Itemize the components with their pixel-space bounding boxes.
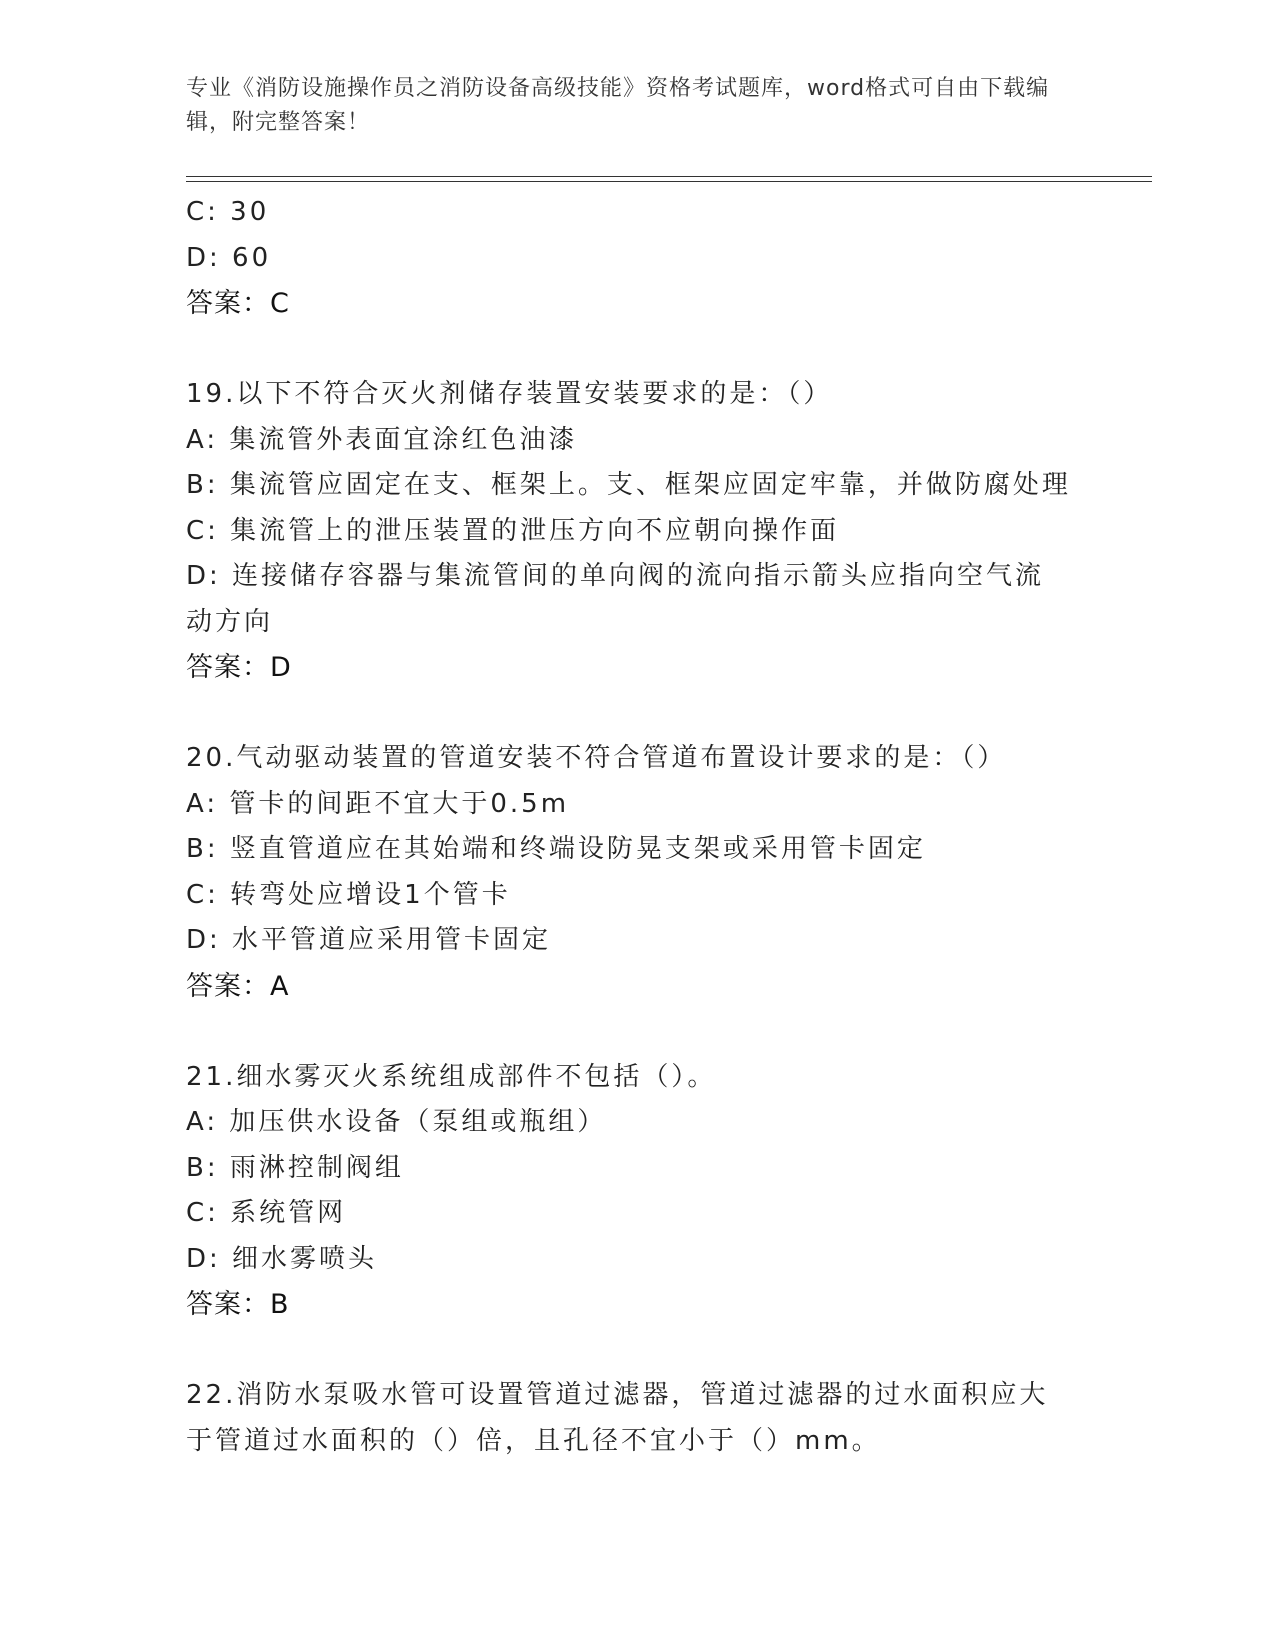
option-c: C: 转弯处应增设1个管卡 (186, 879, 511, 910)
question-21 (186, 1055, 1106, 1328)
question-19 (186, 372, 1106, 691)
option-a: A: 加压供水设备（泵组或瓶组） (186, 1107, 607, 1137)
document-header: 专业《消防设施操作员之消防设备高级技能》资格考试题库，word格式可自由下载编辑，附完整答案！ (186, 76, 1050, 135)
spacer (186, 1328, 1106, 1374)
option-d: D: 水平管道应采用管卡固定 (186, 925, 552, 955)
answer-line: 答案：A (186, 970, 290, 1002)
answer-line: 答案：C (186, 288, 290, 319)
document-body (186, 190, 1106, 1464)
header-divider-bottom (186, 181, 1152, 182)
spacer (186, 1009, 1106, 1055)
question-stem: 22.消防水泵吸水管可设置管道过滤器，管道过滤器的过水面积应大于管道过水面积的（）倍，且孔径不宜小于（）mm。 (186, 1380, 1049, 1456)
option-c: C: 30 (186, 197, 270, 227)
header-divider-top (186, 176, 1152, 177)
answer-line: 答案：B (186, 1289, 290, 1320)
option-c: C: 系统管网 (186, 1198, 347, 1228)
question-stem: 20.气动驱动装置的管道安装不符合管道布置设计要求的是：（） (186, 743, 1007, 773)
question-stem: 19.以下不符合灭火剂储存装置安装要求的是：（） (186, 379, 833, 409)
option-b: B: 集流管应固定在支、框架上。支、框架应固定牢靠，并做防腐处理 (186, 470, 1071, 500)
option-a: A: 管卡的间距不宜大于0.5m (186, 788, 570, 819)
spacer (186, 327, 1106, 373)
question-20 (186, 736, 1106, 1009)
answer-line: 答案：D (186, 652, 292, 683)
spacer (186, 691, 1106, 737)
option-d: D: 细水雾喷头 (186, 1243, 378, 1274)
question-22 (186, 1373, 1106, 1464)
question-18-fragment (186, 190, 1106, 327)
option-d: D: 60 (186, 242, 272, 273)
option-a: A: 集流管外表面宜涂红色油漆 (186, 424, 578, 455)
option-b: B: 竖直管道应在其始端和终端设防晃支架或采用管卡固定 (186, 834, 926, 864)
option-c: C: 集流管上的泄压装置的泄压方向不应朝向操作面 (186, 515, 840, 546)
option-d: D: 连接储存容器与集流管间的单向阀的流向指示箭头应指向空气流动方向 (186, 561, 1045, 637)
option-b: B: 雨淋控制阀组 (186, 1152, 404, 1183)
question-stem: 21.细水雾灭火系统组成部件不包括（）。 (186, 1061, 717, 1092)
